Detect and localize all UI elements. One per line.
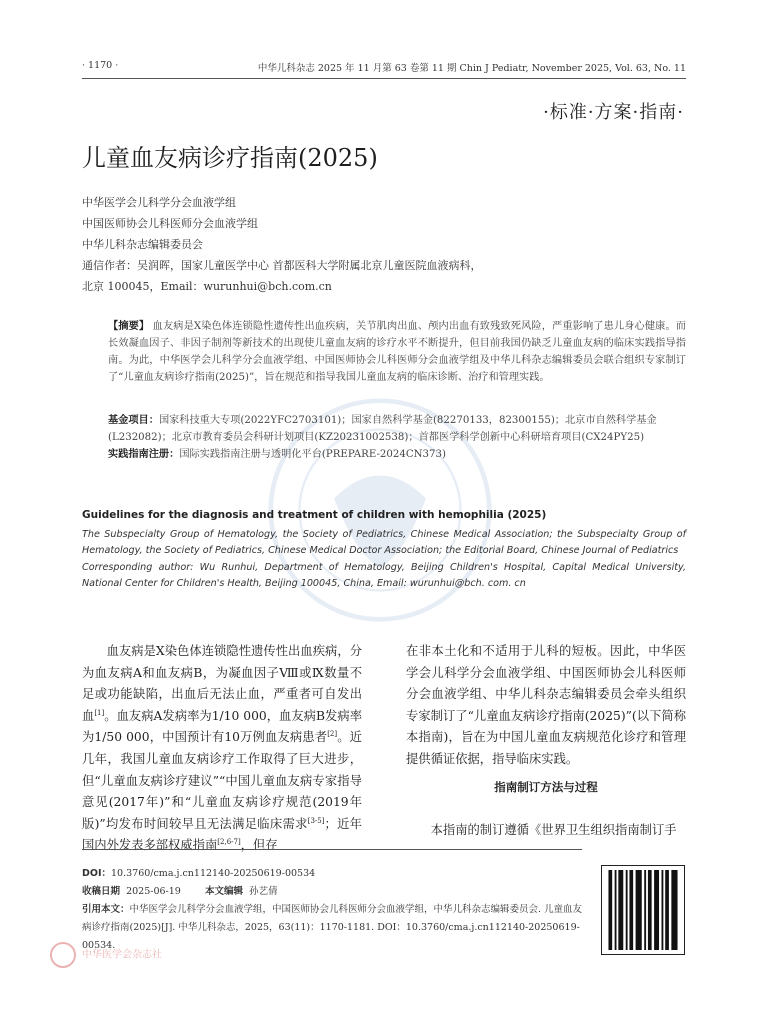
received-date: 2025-06-19 xyxy=(126,886,181,897)
corresponding-address: 北京 100045，Email：wurunhui@bch.com.cn xyxy=(82,280,332,293)
abstract-text: 血友病是X染色体连锁隐性遗传性出血疾病，关节肌肉出血、颅内出血有致残致死风险，严重影响了患儿身心健康。而长效凝血因子、非因子制剂等新技术的出现使儿童血友病的诊疗水平不断提升，但目前我国仍缺乏儿童血友病的临床实践指导指南。为此，中华医学会儿科学分会血液学组、中国医师协会儿科医师分会血液学组及中华儿科杂志编辑委员会联合组织专家制订了“儿童血友病诊疗指南(2025)”，旨在规范和指导我国儿童血友病的临床诊断、治疗和管理实践。 xyxy=(108,321,686,383)
body-text: ，但存 xyxy=(240,838,278,853)
doi-value: 10.3760/cma.j.cn112140-20250619-00534 xyxy=(111,868,316,879)
citation: [1] xyxy=(94,708,105,717)
body-text: 血友病是X染色体连锁隐性遗传性出血疾病，分为血友病A和血友病B，为凝血因子Ⅷ或Ⅸ数量不足或功能缺陷，出血后无法止血，严重者可自发出血 xyxy=(82,644,362,723)
citation: [3-5] xyxy=(307,816,325,825)
intro-paragraph xyxy=(82,641,362,857)
article-title: 儿童血友病诊疗指南(2025) xyxy=(82,144,378,172)
english-corresponding: Corresponding author: Wu Runhui, Department of Hematology, Beijing Children's Hospital, Capital Medical University, National Center for Children's Health, Beijing 100045, China, Email: wurunhui@bch. com. cn xyxy=(82,561,686,589)
english-author-groups: The Subspecialty Group of Hematology, the Society of Pediatrics, Chinese Medical Association; the Subspecialty Group of Hematology, the Society of Pediatrics, Chinese Medical Doctor Association; the Editorial Board, Chinese Journal of Pediatrics xyxy=(82,529,686,557)
abstract-label: 【摘要】 xyxy=(108,320,150,332)
received-line xyxy=(82,883,587,901)
english-title: Guidelines for the diagnosis and treatment of children with hemophilia (2025) xyxy=(82,509,547,521)
journal-running-header: 中华儿科杂志 2025 年 11 月第 63 卷第 11 期 Chin J Pediatr, November 2025, Vol. 63, No. 11 xyxy=(257,63,686,74)
corresponding-author: 通信作者：吴润晖，国家儿童医学中心 首都医科大学附属北京儿童医院血液病科， xyxy=(82,259,482,272)
footnote-rule xyxy=(82,849,582,850)
citation: [2] xyxy=(327,730,338,739)
cite-label: 引用本文： xyxy=(82,904,130,915)
editor-label: 本文编辑 xyxy=(205,886,244,897)
section-heading: 指南制订方法与过程 xyxy=(494,780,598,794)
body-left-column xyxy=(82,641,362,857)
methods-paragraph: 本指南的制订遵循《世界卫生组织指南制订手 xyxy=(430,823,677,837)
publisher-name: 中华医学会杂志社 xyxy=(82,949,162,961)
funding-block xyxy=(108,412,686,463)
barcode-icon xyxy=(601,865,685,955)
intro-paragraph-cont: 在非本土化和不适用于儿科的短板。因此，中华医学会儿科学分会血液学组、中国医师协会儿科医师分会血液学组、中华儿科杂志编辑委员会牵头组织专家制订了“儿童血友病诊疗指南(2025)”(以下简称本指南)，旨在为中国儿童血友病规范化诊疗和管理提供循证依据，指导临床实践。 xyxy=(406,644,686,766)
received-label: 收稿日期 xyxy=(82,886,121,897)
author-block xyxy=(82,192,682,297)
cite-text: 中华医学会儿科学分会血液学组，中国医师协会儿科医师分会血液学组，中华儿科杂志编辑委员会. 儿童血友病诊疗指南(2025)[J]. 中华儿科杂志，2025，63(11)：1170-1181. DOI：10.3760/cma.j.cn112140-20250619-00534. xyxy=(82,904,583,951)
funding-text: 国家科技重大专项(2022YFC2703101)；国家自然科学基金(82270133，82300155)；北京市自然科学基金(L232082)；北京市教育委员会科研计划项目(KZ20231002538)；首都医学科学创新中心科研培育项目(CX24PY25) xyxy=(108,415,657,443)
registry xyxy=(108,446,686,463)
registry-text: 国际实践指南注册与透明化平台(PREPARE-2024CN373) xyxy=(179,449,446,460)
registry-label: 实践指南注册： xyxy=(108,448,180,460)
body-text: 。血友病A发病率为1/10 000，血友病B发病率为1/50 000，中国预计有10万例血友病患者 xyxy=(82,708,362,745)
publisher-seal-icon xyxy=(50,942,76,968)
funding-label: 基金项目： xyxy=(108,414,159,426)
citation: [2,6-7] xyxy=(217,838,241,847)
page-number: · 1170 · xyxy=(82,60,119,71)
funding xyxy=(108,412,686,446)
english-authors xyxy=(82,527,686,592)
body-text: ；近年国内外发表多部权威指南 xyxy=(82,816,362,853)
header-rule xyxy=(82,78,686,79)
body-right-column xyxy=(406,641,686,771)
author-line: 中国医师协会儿科医师分会血液学组 xyxy=(82,217,258,230)
publisher-logo xyxy=(50,942,162,968)
body-text: 。近几年，我国儿童血友病诊疗工作取得了巨大进步，但“儿童血友病诊疗建议”“中国儿童血友病专家指导意见(2017年)”和“儿童血友病诊疗规范(2019年版)”均发布时间较早且无法满足临床需求 xyxy=(82,730,362,831)
abstract xyxy=(108,318,686,386)
doi-label: DOI： xyxy=(82,868,111,879)
author-line: 中华儿科杂志编辑委员会 xyxy=(82,238,203,251)
editor-name: 孙艺倩 xyxy=(249,886,278,897)
author-line: 中华医学会儿科学分会血液学组 xyxy=(82,196,236,209)
doi-line xyxy=(82,865,587,883)
section-tag: ·标准·方案·指南· xyxy=(543,102,684,123)
